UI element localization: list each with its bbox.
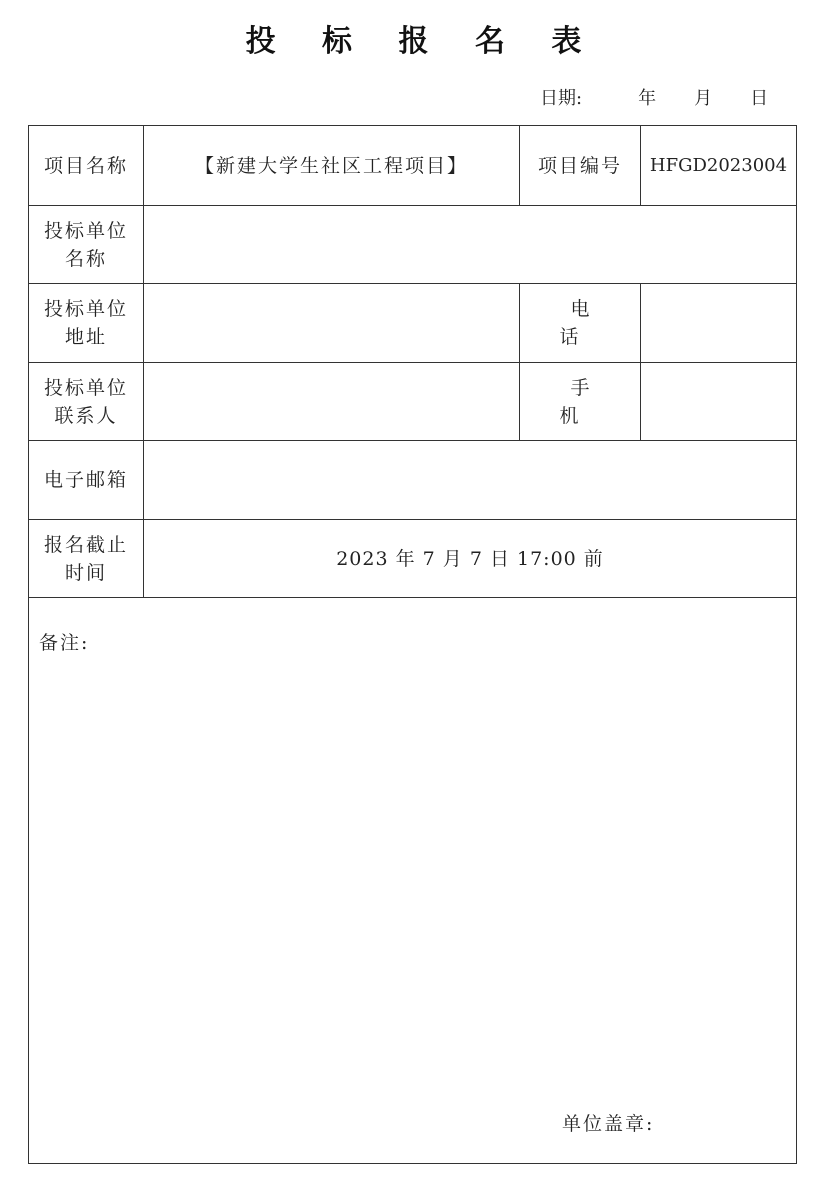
bidder-name-field[interactable] (144, 206, 796, 283)
form-title: 投 标 报 名 表 (245, 24, 600, 59)
project-name-label: 项目名称 (29, 126, 144, 205)
project-name-value[interactable]: 【新建大学生社区工程项目】 (144, 126, 520, 205)
date-line (540, 84, 780, 110)
row-bidder-address (29, 284, 796, 363)
row-project (29, 126, 796, 206)
bidder-address-field[interactable] (144, 284, 520, 362)
date-label: 日期: (540, 88, 583, 109)
email-field[interactable] (144, 441, 796, 519)
phone-field[interactable] (641, 284, 796, 362)
project-no-value[interactable]: HFGD2023004 (649, 154, 788, 176)
mobile-field[interactable] (641, 363, 796, 440)
date-year-unit: 年 (638, 88, 657, 109)
phone-label: 电 话 (520, 284, 641, 362)
date-day-unit: 日 (750, 88, 769, 109)
project-no-label: 项目编号 (520, 126, 641, 205)
bidder-name-label: 投标单位 名称 (29, 206, 144, 283)
remarks-label: 备注: (39, 632, 90, 654)
date-month-unit: 月 (694, 88, 713, 109)
seal-label: 单位盖章: (562, 1113, 655, 1135)
registration-form (28, 125, 797, 1164)
deadline-value: 2023 年 7 月 7 日 17:00 前 (336, 547, 604, 570)
contact-field[interactable] (144, 363, 520, 440)
bidder-address-label: 投标单位 地址 (29, 284, 144, 362)
row-contact (29, 363, 796, 441)
contact-label: 投标单位 联系人 (29, 363, 144, 440)
mobile-label: 手 机 (520, 363, 641, 440)
email-label: 电子邮箱 (29, 441, 144, 519)
row-email (29, 441, 796, 520)
deadline-label: 报名截止 时间 (29, 520, 144, 597)
row-bidder-name (29, 206, 796, 284)
row-deadline (29, 520, 796, 598)
